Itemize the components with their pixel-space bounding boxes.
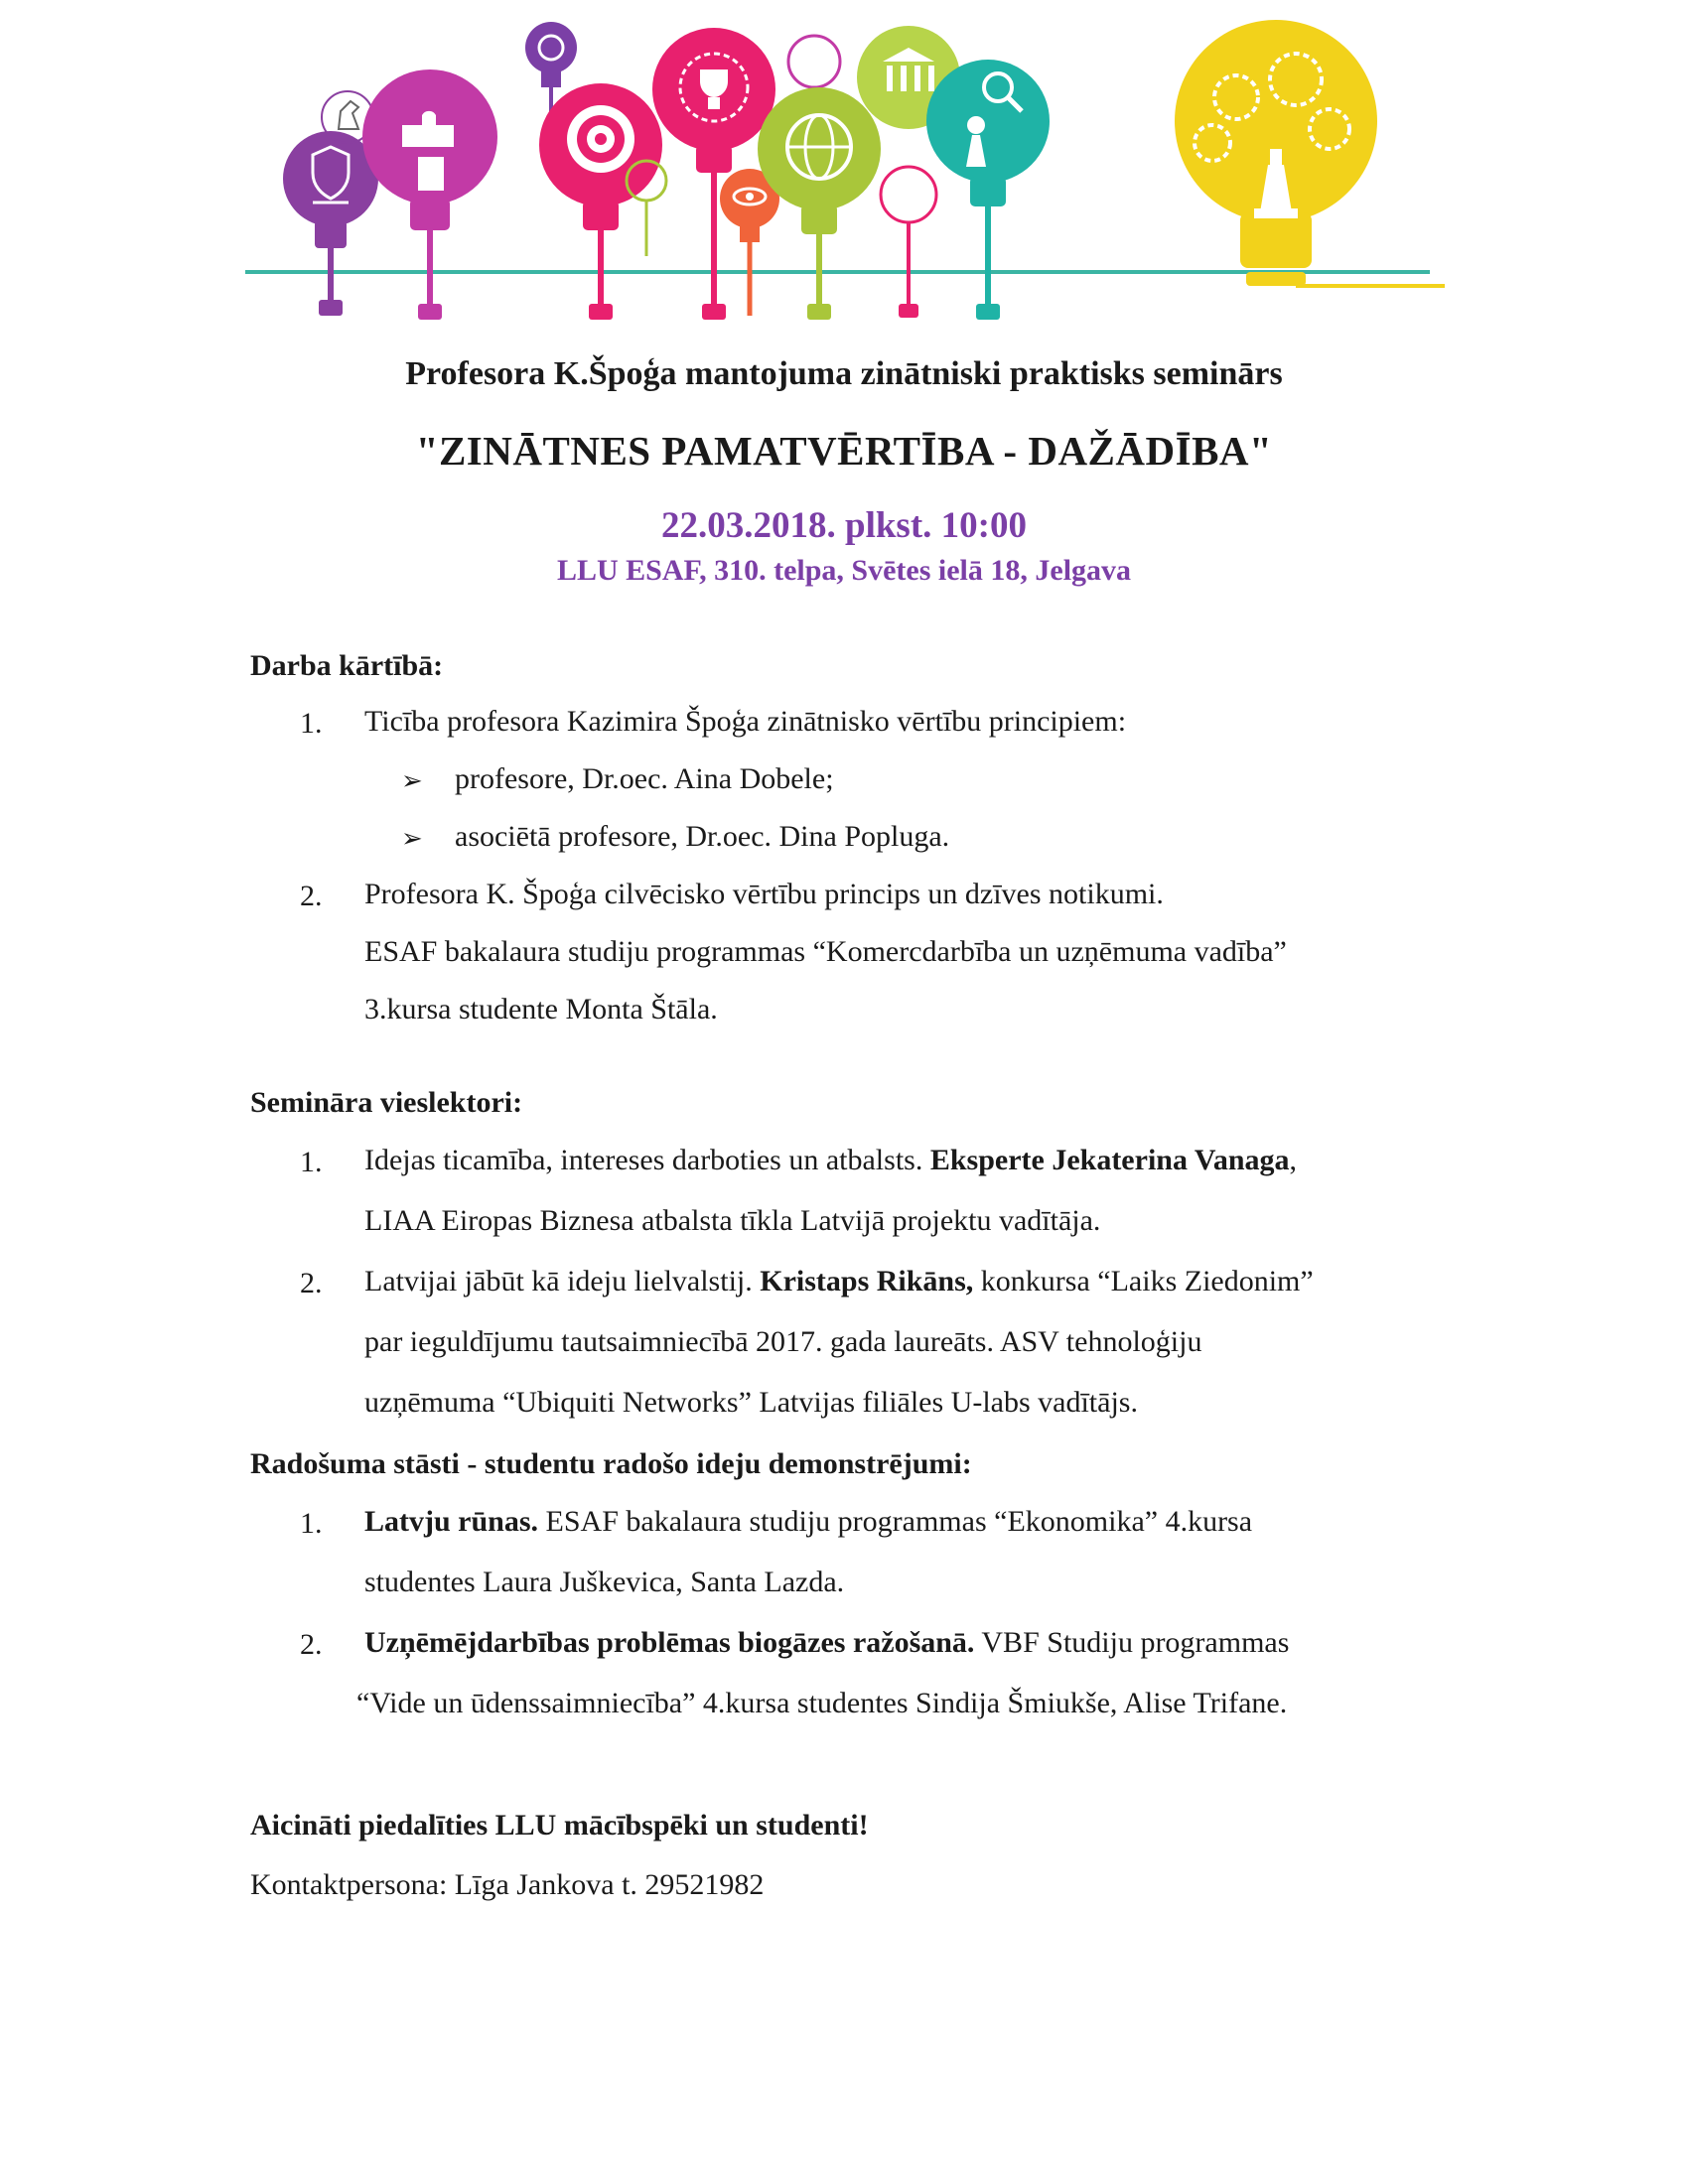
arrow-bullet-icon: ➢ <box>401 766 423 795</box>
guest-item-2-line-1: Latvijai jābūt kā ideju lielvalstij. Kristaps Rikāns, konkursa “Laiks Ziedonim” <box>364 1265 1314 1297</box>
story-item-1-line-2: studentes Laura Juškevica, Santa Lazda. <box>364 1566 845 1598</box>
story-item-2-number: 2. <box>300 1628 323 1661</box>
magnifier-pawn-bulb-icon <box>926 60 1050 320</box>
agenda-item-2-number: 2. <box>300 880 323 912</box>
agenda-item-2-line-2: ESAF bakalaura studiju programmas “Komercdarbība un uzņēmuma vadība” <box>364 935 1287 968</box>
agenda-heading: Darba kārtībā: <box>250 649 444 682</box>
guest-item-2-line-2: par ieguldījumu tautsaimniecībā 2017. gada laureāts. ASV tehnoloģiju <box>364 1325 1202 1358</box>
agenda-subitem-2: asociētā profesore, Dr.oec. Dina Popluga. <box>455 820 950 853</box>
guest-item-1-line-2: LIAA Eiropas Biznesa atbalsta tīkla Latvijā projektu vadītāja. <box>364 1204 1101 1237</box>
agenda-item-2-line-3: 3.kursa studente Monta Štāla. <box>364 993 718 1025</box>
stories-heading: Radošuma stāsti - studentu radošo ideju demonstrējumi: <box>250 1447 972 1480</box>
light-bulbs-banner <box>243 18 1445 336</box>
story-item-1-number: 1. <box>300 1507 323 1540</box>
guest-item-2-line-3: uzņēmuma “Ubiquiti Networks” Latvijas filiāles U-labs vadītājs. <box>364 1386 1138 1419</box>
guest-item-2-number: 2. <box>300 1267 323 1299</box>
puzzle-rook-bulb-icon <box>362 69 497 320</box>
arrow-bullet-icon: ➢ <box>401 824 423 853</box>
seminar-title: "ZINĀTNES PAMATVĒRTĪBA - DAŽĀDĪBA" <box>415 428 1273 474</box>
story-item-1-line-1: Latvju rūnas. ESAF bakalaura studiju programmas “Ekonomika” 4.kursa <box>364 1505 1253 1538</box>
story-item-2-line-2: “Vide un ūdenssaimniecība” 4.kursa studentes Sindija Šmiukše, Alise Trifane. <box>356 1687 1288 1719</box>
guest-item-1-number: 1. <box>300 1146 323 1178</box>
agenda-item-1: Ticība profesora Kazimira Špoģa zinātnisko vērtību principiem: <box>364 705 1127 738</box>
red-outline-bulb-icon <box>881 167 936 318</box>
agenda-subitem-1: profesore, Dr.oec. Aina Dobele; <box>455 762 834 795</box>
story-item-2-line-1: Uzņēmējdarbības problēmas biogāzes ražošanā. VBF Studiju programmas <box>364 1626 1290 1659</box>
gears-king-bulb-icon <box>1175 20 1377 286</box>
contact-person: Kontaktpersona: Līga Jankova t. 29521982 <box>250 1868 765 1901</box>
seminar-location: LLU ESAF, 310. telpa, Svētes ielā 18, Jelgava <box>556 554 1132 587</box>
guests-heading: Semināra vieslektori: <box>250 1086 523 1119</box>
agenda-item-2-line-1: Profesora K. Špoģa cilvēcisko vērtību princips un dzīves notikumi. <box>364 878 1164 910</box>
agenda-item-1-number: 1. <box>300 707 323 740</box>
seminar-subtitle: Profesora K.Špoģa mantojuma zinātniski praktisks seminārs <box>405 355 1283 392</box>
guest-name: Kristaps Rikāns, <box>760 1265 974 1297</box>
invitation-text: Aicināti piedalīties LLU mācībspēki un studenti! <box>250 1809 869 1842</box>
guest-item-1-line-1: Idejas ticamība, intereses darboties un atbalsts. Eksperte Jekaterina Vanaga, <box>364 1144 1298 1176</box>
shield-key-bulb-icon <box>283 131 378 316</box>
seminar-datetime: 22.03.2018. plkst. 10:00 <box>661 505 1027 546</box>
guest-name: Eksperte Jekaterina Vanaga <box>929 1144 1290 1176</box>
story-title: Latvju rūnas. <box>364 1505 539 1538</box>
eye-bulb-icon <box>720 169 779 316</box>
story-title: Uzņēmējdarbības problēmas biogāzes ražošanā. <box>364 1626 975 1659</box>
